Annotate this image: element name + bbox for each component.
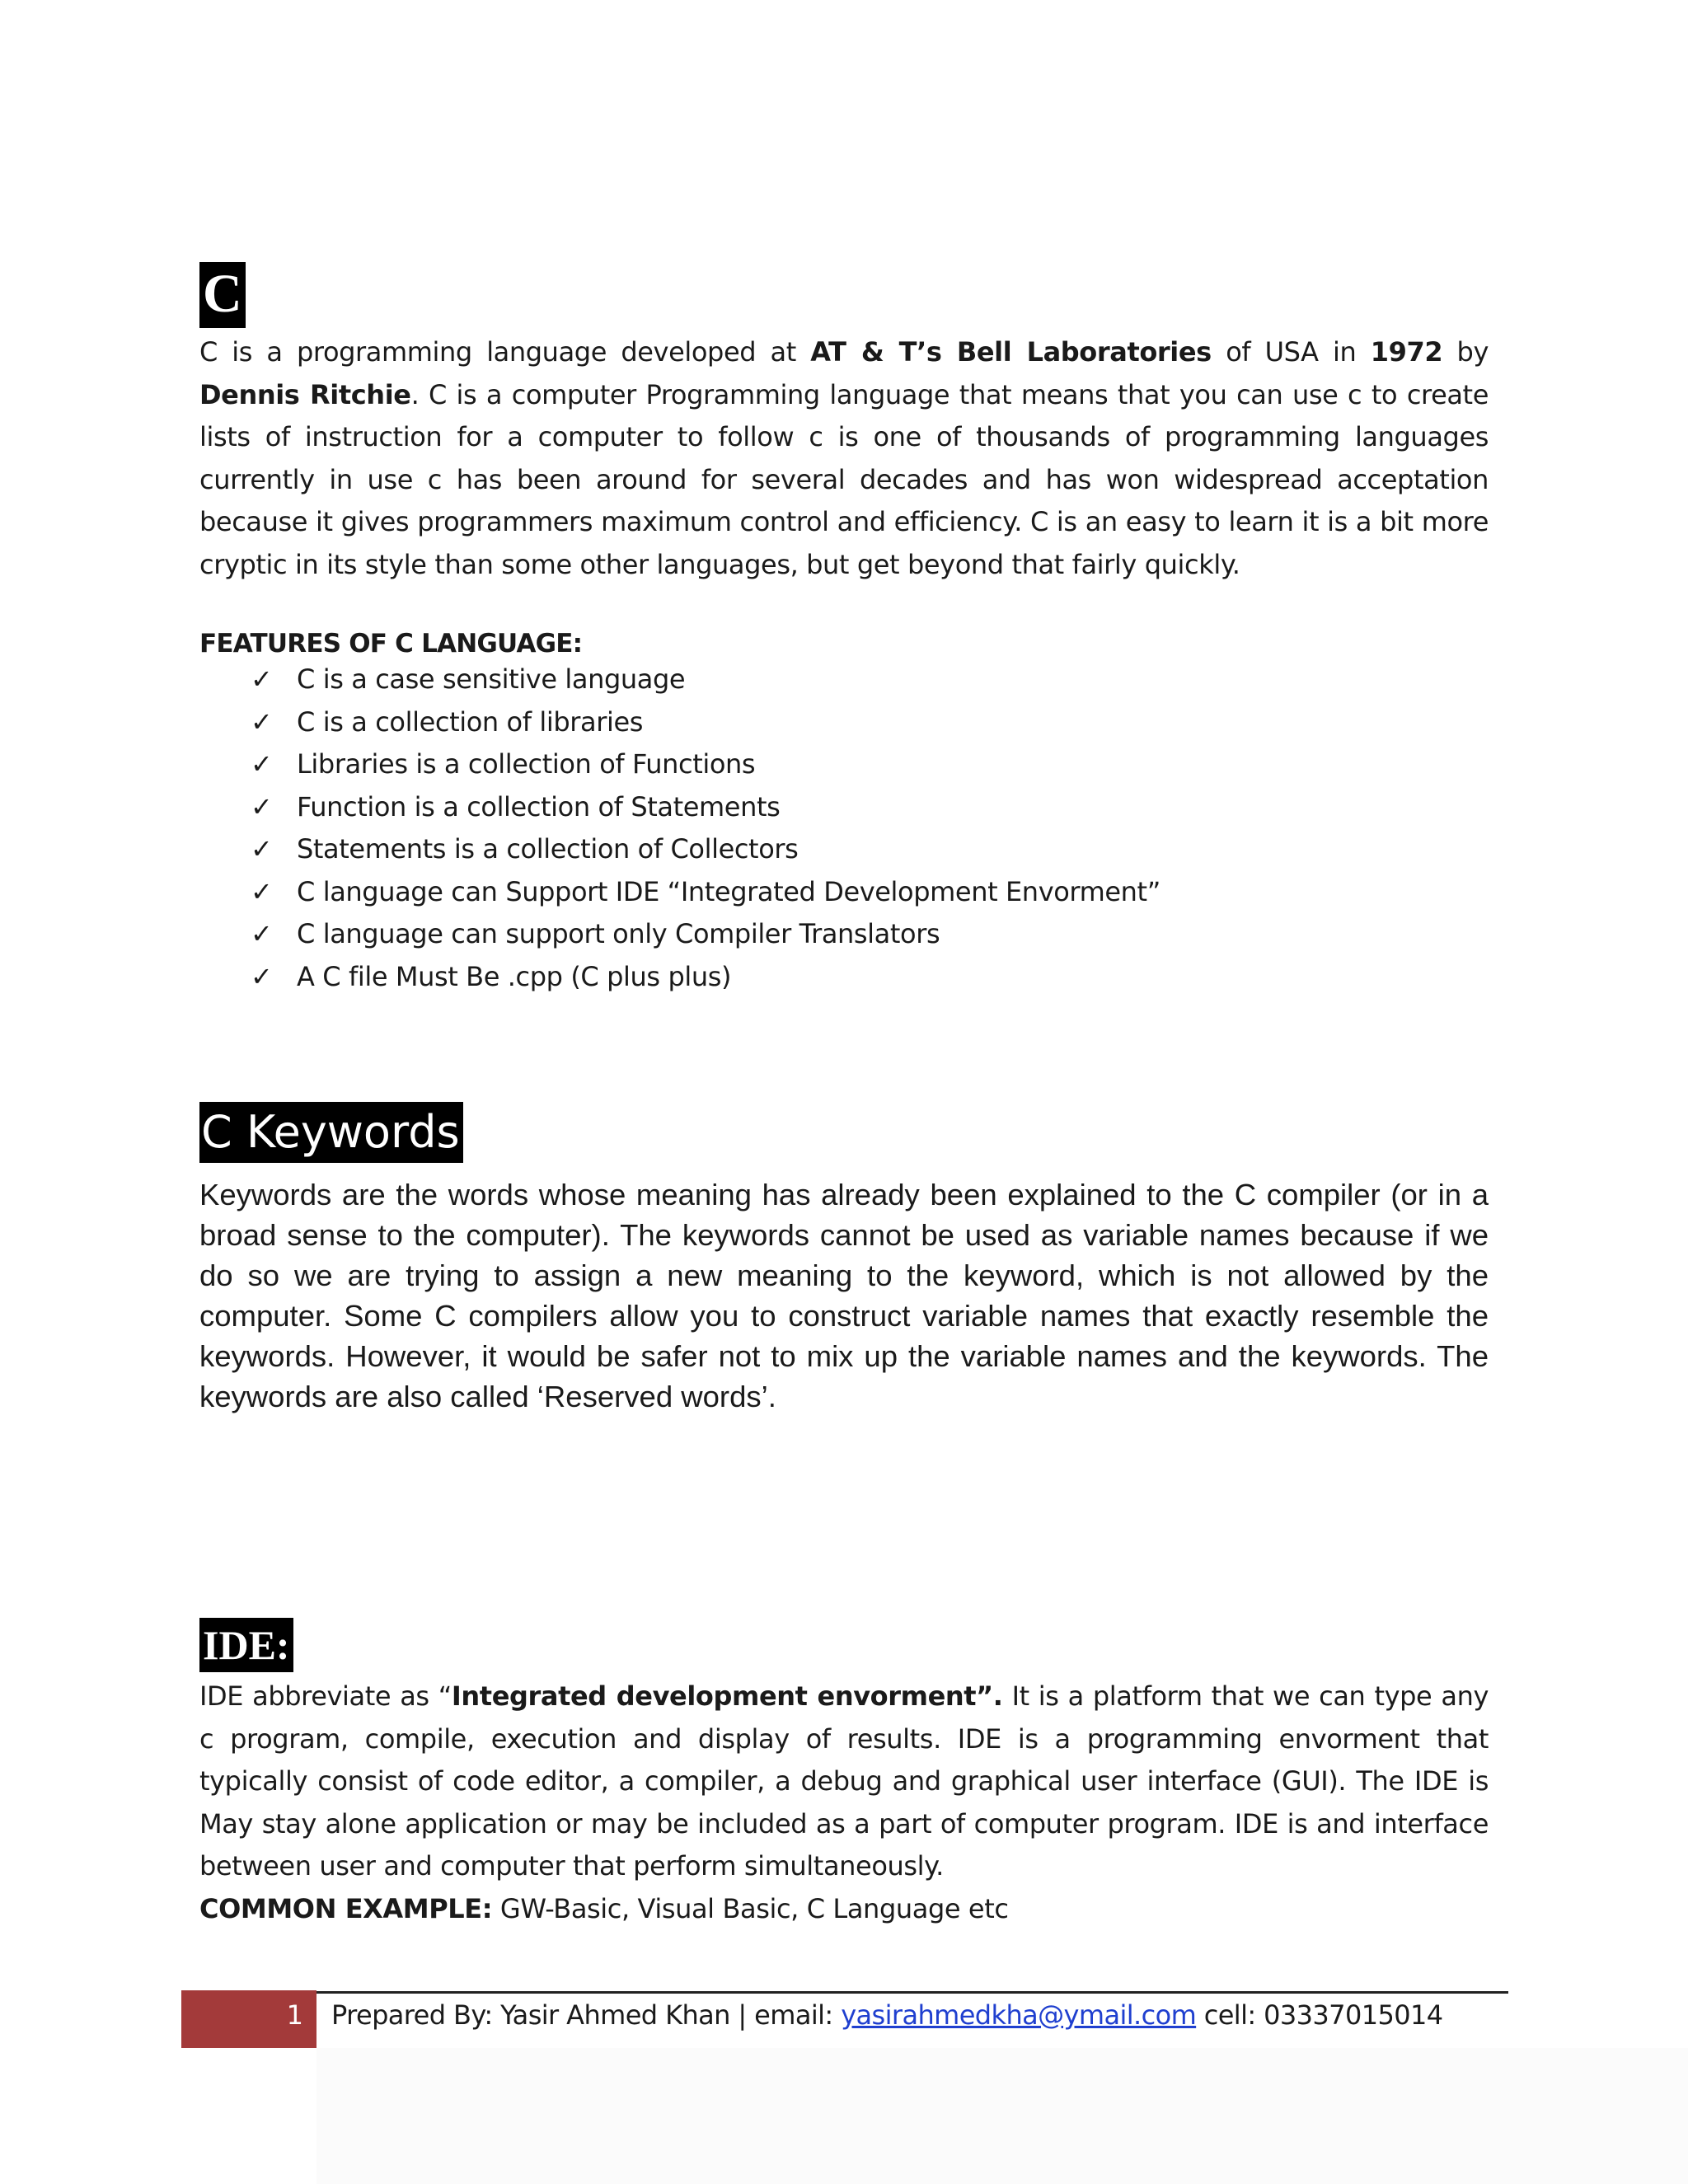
features-section [199,629,1489,998]
c-intro-paragraph: C is a programming language developed at AT & T’s Bell Laboratories of USA in 1972 by Dennis Ritchie. C is a computer Programming language that means that you can use c to create lists of instruction for a computer to follow c is one of thousands of programming languages currently in use c has been around for several decades and has won widespread acceptation because it gives programmers maximum control and efficiency. C is an easy to learn it is a bit more cryptic in its style than some other languages, but get beyond that fairly quickly. [199,336,1489,580]
checkmark-icon: ✓ [251,918,273,949]
keywords-paragraph: Keywords are the words whose meaning has already been explained to the C compiler (or in a broad sense to the computer). The keywords cannot be used as variable names because if we do so we are trying to assign a new meaning to the keyword, which is not allowed by the computer. Some C compilers allow you to construct variable names that exactly resemble the keywords. However, it would be safer not to mix up the variable names and the keywords. The keywords are also called ‘Reserved words’. [199,1178,1489,1413]
page-content [199,262,1489,1930]
checkmark-icon: ✓ [251,875,273,907]
checkmark-icon: ✓ [251,663,273,695]
checkmark-icon: ✓ [251,748,273,780]
footer-rule [316,1991,1508,1994]
common-example: COMMON EXAMPLE: GW-Basic, Visual Basic, C Language etc [199,1892,1009,1924]
checkmark-icon: ✓ [251,790,273,823]
keywords-section [199,1102,1489,1417]
list-item: ✓ A C file Must Be .cpp (C plus plus) [251,956,1489,999]
features-list [199,658,1489,998]
checkmark-icon: ✓ [251,960,273,992]
checkmark-icon: ✓ [251,833,273,865]
footer-credits: Prepared By: Yasir Ahmed Khan | email: yasirahmedkha@ymail.com cell: 03337015014 [331,1999,1443,2031]
features-title: FEATURES OF C LANGUAGE: [199,629,583,658]
list-item: ✓ Libraries is a collection of Functions [251,743,1489,786]
list-item: ✓ C language can Support IDE “Integrated Development Envorment” [251,871,1489,914]
list-item: ✓ C language can support only Compiler Translators [251,913,1489,956]
ide-section [199,1618,1489,1930]
list-item: ✓ Function is a collection of Statements [251,786,1489,829]
checkmark-icon: ✓ [251,705,273,738]
page-number: 1 [286,1999,303,2031]
list-item: ✓ Statements is a collection of Collectors [251,828,1489,871]
heading-ide: IDE: [199,1618,293,1672]
ide-paragraph: IDE abbreviate as “Integrated development envorment”. It is a platform that we can type any c program, compile, execution and display of results. IDE is a programming envorment that typically consist of code editor, a compiler, a debug and graphical user interface (GUI). The IDE is May stay alone application or may be included as a part of computer program. IDE is and interface between user and computer that perform simultaneously. [199,1680,1489,1882]
email-link[interactable]: yasirahmedkha@ymail.com [841,1999,1197,2031]
section-c [199,262,1489,586]
list-item: ✓ C is a case sensitive language [251,658,1489,701]
heading-c: C [199,262,246,328]
footer-shade [316,2048,1688,2184]
heading-c-keywords: C Keywords [199,1102,463,1163]
list-item: ✓ C is a collection of libraries [251,701,1489,744]
